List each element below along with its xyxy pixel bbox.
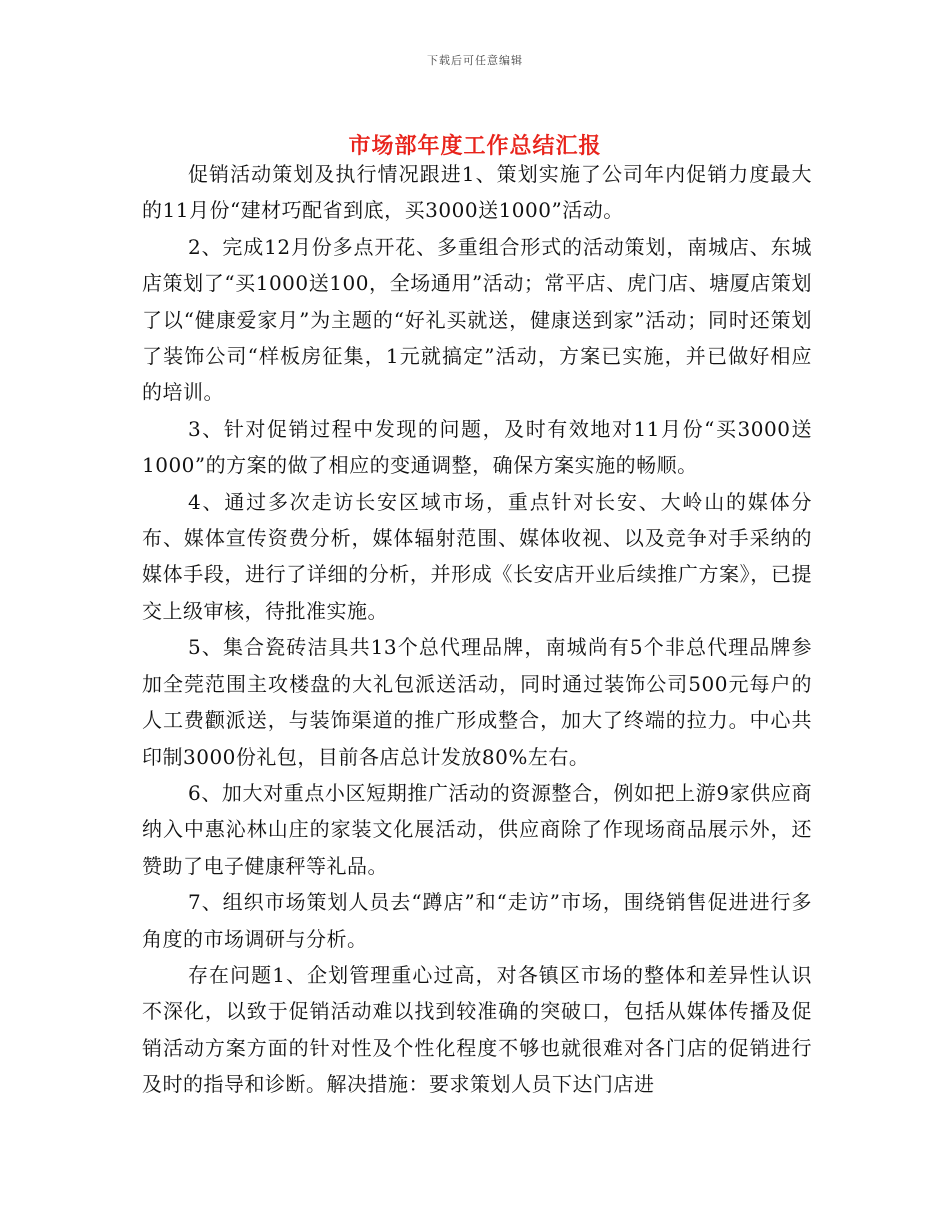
- page-header-note: 下载后可任意编辑: [427, 54, 523, 67]
- document-title: 市场部年度工作总结汇报: [348, 132, 602, 159]
- paragraph-promotion-overview: 促销活动策划及执行情况跟进1、策划实施了公司年内促销力度最大的11月份“建材巧配省到底，买3000送1000”活动。: [142, 162, 812, 223]
- paragraph-changan-media-analysis: 4、通过多次走访长安区域市场，重点针对长安、大岭山的媒体分布、媒体宣传资费分析，媒体辐射范围、媒体收视、以及竞争对手采纳的媒体手段，进行了详细的分析，并形成《长安店开业后续推广方案》，已提交上级审核，待批准实施。: [142, 489, 812, 623]
- paragraph-plan-adjustment: 3、针对促销过程中发现的问题，及时有效地对11月份“买3000送1000”的方案的做了相应的变通调整，确保方案实施的畅顺。: [142, 416, 812, 478]
- paragraph-resource-integration: 6、加大对重点小区短期推广活动的资源整合，例如把上游9家供应商纳入中惠沁林山庄的家装文化展活动，供应商除了作现场商品展示外，还赞助了电子健康秤等礼品。: [142, 780, 812, 878]
- paragraph-market-research: 7、组织市场策划人员去“蹲店”和“走访”市场，围绕销售促进进行多角度的市场调研与分析。: [142, 890, 812, 951]
- paragraph-existing-problems: 存在问题1、企划管理重心过高，对各镇区市场的整体和差异性认识不深化，以致于促销活动难以找到较准确的突破口，包括从媒体传播及促销活动方案方面的针对性及个性化程度不够也就很难对各门店的促销进行及时的指导和诊断。解决措施：要求策划人员下达门店进: [142, 962, 812, 1097]
- paragraph-gift-pack-campaign: 5、集合瓷砖洁具共13个总代理品牌，南城尚有5个非总代理品牌参加全莞范围主攻楼盘的大礼包派送活动，同时通过装饰公司500元每户的人工费颧派送，与装饰渠道的推广形成整合，加大了终端的拉力。中心共印制3000份礼包，目前各店总计发放80%左右。: [142, 635, 812, 769]
- document-body: [142, 156, 812, 1103]
- paragraph-december-campaigns: 2、完成12月份多点开花、多重组合形式的活动策划，南城店、东城店策划了“买1000送100，全场通用”活动；常平店、虎门店、塘厦店策划了以“健康爱家月”为主题的“好礼买就送，健康送到家”活动；同时还策划了装饰公司“样板房征集，1元就搞定”活动，方案已实施，并已做好相应的培训。: [142, 234, 812, 405]
